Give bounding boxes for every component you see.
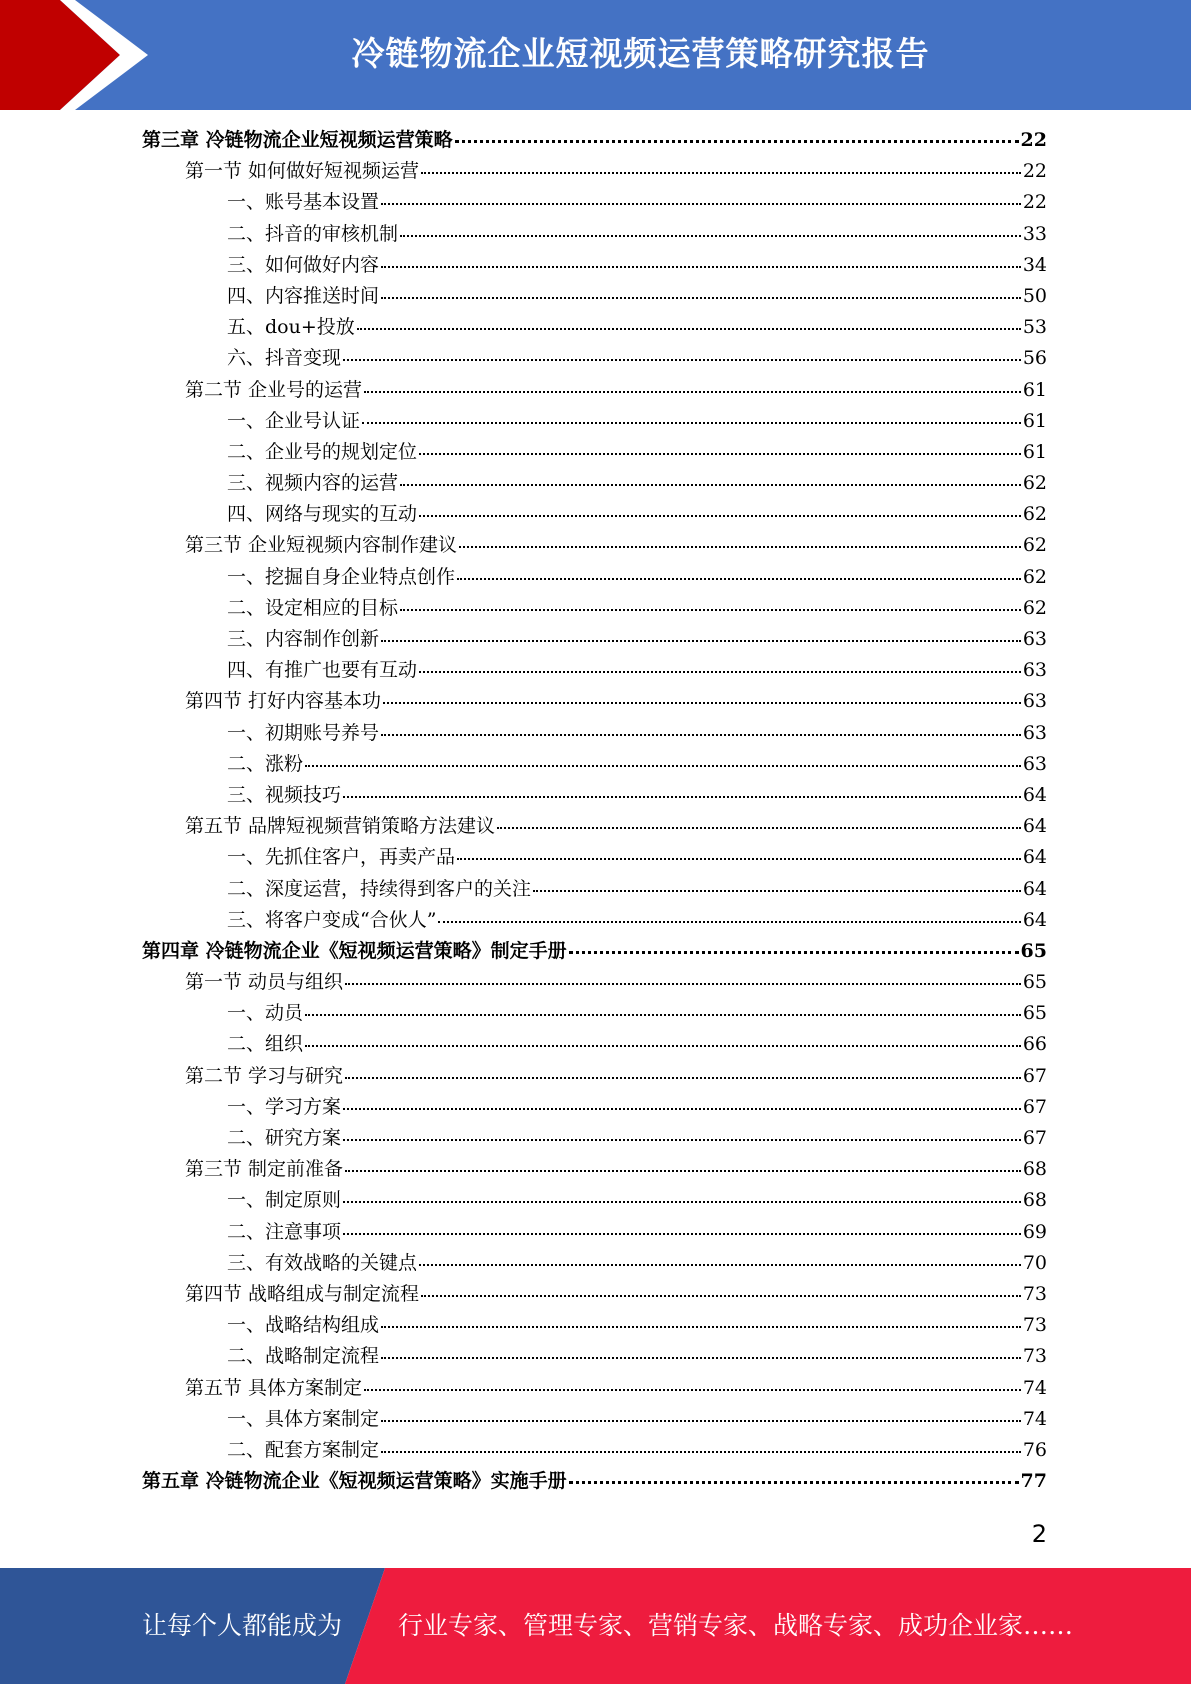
toc-entry-title: 一、战略结构组成 [227,1314,380,1337]
toc-entry-title: 一、先抓住客户，再卖产品 [227,846,456,869]
toc-entry[interactable] [142,1279,1047,1310]
toc-entry[interactable] [142,343,1047,374]
toc-entry[interactable] [142,1341,1047,1372]
toc-entry[interactable] [142,686,1047,717]
toc-entry[interactable] [142,624,1047,655]
toc-entry-title: 第二节 企业号的运营 [185,378,363,401]
toc-entry[interactable] [142,874,1047,905]
toc-entry-title: 二、组织 [227,1033,304,1056]
toc-leader-dots [364,389,1021,393]
toc-entry-page: 64 [1022,846,1047,869]
toc-leader-dots [438,919,1020,923]
toc-entry[interactable] [142,1154,1047,1185]
toc-entry-title: 四、有推广也要有互动 [227,659,418,682]
toc-leader-dots [569,1479,1019,1484]
toc-leader-dots [419,513,1021,517]
toc-entry-title: 四、网络与现实的互动 [227,503,418,526]
toc-entry-page: 68 [1022,1189,1047,1212]
toc-entry[interactable] [142,1217,1047,1248]
toc-leader-dots [343,1137,1021,1141]
toc-leader-dots [364,1387,1021,1391]
toc-entry-page: 63 [1022,690,1047,713]
toc-leader-dots [343,1199,1021,1203]
toc-entry-page: 62 [1022,596,1047,619]
toc-leader-dots [381,264,1021,268]
toc-entry[interactable] [142,1061,1047,1092]
toc-entry-page: 68 [1022,1158,1047,1181]
footer-slogan-left: 让每个人都能成为 [142,1611,343,1640]
toc-leader-dots [357,326,1021,330]
toc-entry-title: 二、抖音的审核机制 [227,222,399,245]
toc-entry-page: 66 [1022,1033,1047,1056]
toc-entry[interactable] [142,312,1047,343]
toc-leader-dots [400,482,1021,486]
toc-entry-title: 第五节 具体方案制定 [185,1376,363,1399]
toc-entry-page: 74 [1022,1376,1047,1399]
page-footer [0,1568,1191,1684]
toc-entry-page: 63 [1022,659,1047,682]
toc-entry-title: 第五章 冷链物流企业《短视频运营策略》实施手册 [142,1470,567,1493]
toc-leader-dots [345,1075,1021,1079]
toc-entry-page: 61 [1022,378,1047,401]
toc-entry-page: 74 [1022,1407,1047,1430]
toc-entry-title: 第四章 冷链物流企业《短视频运营策略》制定手册 [142,939,567,962]
toc-entry-title: 四、内容推送时间 [227,284,380,307]
toc-entry-page: 56 [1022,347,1047,370]
toc-entry-page: 33 [1022,222,1047,245]
toc-entry-page: 65 [1020,939,1047,962]
toc-entry[interactable] [142,1310,1047,1341]
toc-entry-page: 64 [1022,783,1047,806]
toc-entry[interactable] [142,1373,1047,1404]
toc-entry-title: 三、有效战略的关键点 [227,1251,418,1274]
toc-entry-title: 第四节 打好内容基本功 [185,690,382,713]
toc-leader-dots [457,856,1021,860]
toc-entry[interactable] [142,1404,1047,1435]
toc-entry-title: 一、学习方案 [227,1095,342,1118]
toc-entry[interactable] [142,936,1047,967]
toc-entry-title: 一、制定原则 [227,1189,342,1212]
toc-entry[interactable] [142,1248,1047,1279]
toc-entry[interactable] [142,499,1047,530]
toc-entry[interactable] [142,718,1047,749]
toc-entry-title: 二、企业号的规划定位 [227,440,418,463]
toc-leader-dots [305,1043,1021,1047]
toc-entry[interactable] [142,281,1047,312]
toc-entry-page: 73 [1022,1282,1047,1305]
toc-entry-page: 69 [1022,1220,1047,1243]
toc-leader-dots [381,201,1021,205]
toc-entry-title: 一、企业号认证 [227,409,361,432]
toc-entry-title: 一、账号基本设置 [227,191,380,214]
toc-entry[interactable] [142,998,1047,1029]
toc-entry[interactable] [142,437,1047,468]
toc-leader-dots [345,1168,1021,1172]
toc-entry-page: 34 [1022,253,1047,276]
toc-leader-dots [400,607,1021,611]
toc-entry-title: 一、具体方案制定 [227,1407,380,1430]
toc-entry-title: 第五节 品牌短视频营销策略方法建议 [185,815,496,838]
toc-leader-dots [343,357,1021,361]
toc-leader-dots [455,138,1019,143]
toc-entry-title: 三、视频内容的运营 [227,472,399,495]
toc-entry-page: 63 [1022,752,1047,775]
toc-entry-page: 61 [1022,409,1047,432]
toc-leader-dots [305,1012,1021,1016]
toc-leader-dots [533,888,1021,892]
toc-entry[interactable] [142,593,1047,624]
toc-entry-title: 第四节 战略组成与制定流程 [185,1282,420,1305]
toc-entry-title: 一、挖掘自身企业特点创作 [227,565,456,588]
header-chevron-decoration [0,0,160,110]
toc-leader-dots [421,170,1021,174]
toc-entry-title: 三、视频技巧 [227,783,342,806]
toc-leader-dots [383,700,1021,704]
toc-entry-page: 77 [1020,1470,1047,1493]
toc-entry-page: 65 [1022,1002,1047,1025]
toc-entry[interactable] [142,1092,1047,1123]
toc-leader-dots [343,794,1021,798]
toc-entry[interactable] [142,468,1047,499]
page-number: 2 [1031,1520,1047,1548]
toc-entry-title: 六、抖音变现 [227,347,342,370]
toc-entry-title: 第三章 冷链物流企业短视频运营策略 [142,129,453,151]
footer-slogan-right: 行业专家、管理专家、营销专家、战略专家、成功企业家…… [398,1611,1074,1640]
toc-entry[interactable] [142,156,1047,187]
toc-entry-title: 第三节 企业短视频内容制作建议 [185,534,458,557]
toc-entry[interactable] [142,655,1047,686]
toc-entry-page: 62 [1022,565,1047,588]
toc-entry[interactable] [142,780,1047,811]
toc-leader-dots [381,1418,1021,1422]
toc-leader-dots [419,669,1021,673]
toc-entry[interactable] [142,811,1047,842]
toc-entry-page: 64 [1022,815,1047,838]
toc-entry-page: 73 [1022,1314,1047,1337]
toc-entry-title: 第一节 如何做好短视频运营 [185,160,420,183]
toc-leader-dots [381,295,1021,299]
toc-entry-page: 50 [1022,284,1047,307]
toc-entry[interactable] [142,530,1047,561]
toc-entry-page: 62 [1022,472,1047,495]
toc-entry-title: 第二节 学习与研究 [185,1064,344,1087]
toc-leader-dots [569,949,1019,954]
toc-leader-dots [381,1324,1021,1328]
toc-leader-dots [362,420,1021,424]
toc-entry[interactable] [142,749,1047,780]
toc-leader-dots [419,451,1021,455]
toc-entry-title: 一、动员 [227,1002,304,1025]
toc-entry[interactable] [142,375,1047,406]
toc-entry-page: 67 [1022,1095,1047,1118]
toc-leader-dots [343,1231,1021,1235]
toc-entry[interactable] [142,406,1047,437]
toc-leader-dots [421,1293,1021,1297]
toc-entry-title: 三、内容制作创新 [227,628,380,650]
toc-entry-title: 二、深度运营，持续得到客户的关注 [227,877,532,900]
toc-entry[interactable] [142,125,1047,156]
toc-entry-page: 62 [1022,503,1047,526]
toc-entry-page: 61 [1022,440,1047,463]
toc-leader-dots [381,1355,1021,1359]
toc-entry-page: 67 [1022,1127,1047,1149]
toc-entry-page: 64 [1022,877,1047,900]
toc-entry-page: 22 [1022,160,1047,183]
toc-entry-page: 64 [1022,908,1047,931]
toc-entry-page: 73 [1022,1345,1047,1368]
toc-entry-page: 67 [1022,1064,1047,1087]
toc-entry-page: 70 [1022,1251,1047,1274]
toc-entry-title: 三、将客户变成“合伙人” [227,908,437,931]
toc-entry-title: 第一节 动员与组织 [185,971,344,994]
toc-entry[interactable] [142,842,1047,873]
toc-entry[interactable] [142,1466,1047,1497]
toc-entry-title: 五、dou+投放 [227,316,355,339]
toc-entry-page: 76 [1022,1438,1047,1461]
toc-leader-dots [400,233,1021,237]
toc-entry-title: 二、设定相应的目标 [227,596,399,619]
toc-entry-page: 63 [1022,721,1047,744]
toc-entry-page: 63 [1022,628,1047,650]
toc-leader-dots [419,1262,1021,1266]
toc-entry-page: 22 [1022,191,1047,214]
toc-entry[interactable] [142,1435,1047,1466]
toc-entry-page: 22 [1020,129,1047,151]
toc-entry[interactable] [142,905,1047,936]
toc-entry[interactable] [142,250,1047,281]
toc-entry-page: 53 [1022,316,1047,339]
toc-entry[interactable] [142,562,1047,593]
toc-entry-title: 二、涨粉 [227,752,304,775]
toc-entry-title: 二、研究方案 [227,1127,342,1149]
toc-entry[interactable] [142,219,1047,250]
toc-entry-title: 二、注意事项 [227,1220,342,1243]
toc-entry[interactable] [142,967,1047,998]
report-title: 冷链物流企业短视频运营策略研究报告 [351,34,930,73]
toc-leader-dots [497,825,1021,829]
toc-entry-page: 65 [1022,971,1047,994]
toc-leader-dots [345,981,1021,985]
toc-leader-dots [457,576,1021,580]
toc-leader-dots [305,763,1021,767]
table-of-contents [142,125,1047,1497]
toc-entry-title: 一、初期账号养号 [227,721,380,744]
page-header [0,0,1191,110]
toc-entry-title: 二、战略制定流程 [227,1345,380,1368]
toc-entry-title: 二、配套方案制定 [227,1438,380,1461]
toc-entry-title: 第三节 制定前准备 [185,1158,344,1181]
toc-leader-dots [381,638,1021,642]
toc-leader-dots [343,1106,1021,1110]
toc-entry-title: 三、如何做好内容 [227,253,380,276]
toc-entry[interactable] [142,1029,1047,1060]
toc-entry-page: 62 [1022,534,1047,557]
toc-leader-dots [459,544,1021,548]
toc-entry[interactable] [142,1185,1047,1216]
toc-leader-dots [381,732,1021,736]
toc-entry[interactable] [142,187,1047,218]
toc-entry[interactable] [142,1123,1047,1154]
toc-leader-dots [381,1449,1021,1453]
